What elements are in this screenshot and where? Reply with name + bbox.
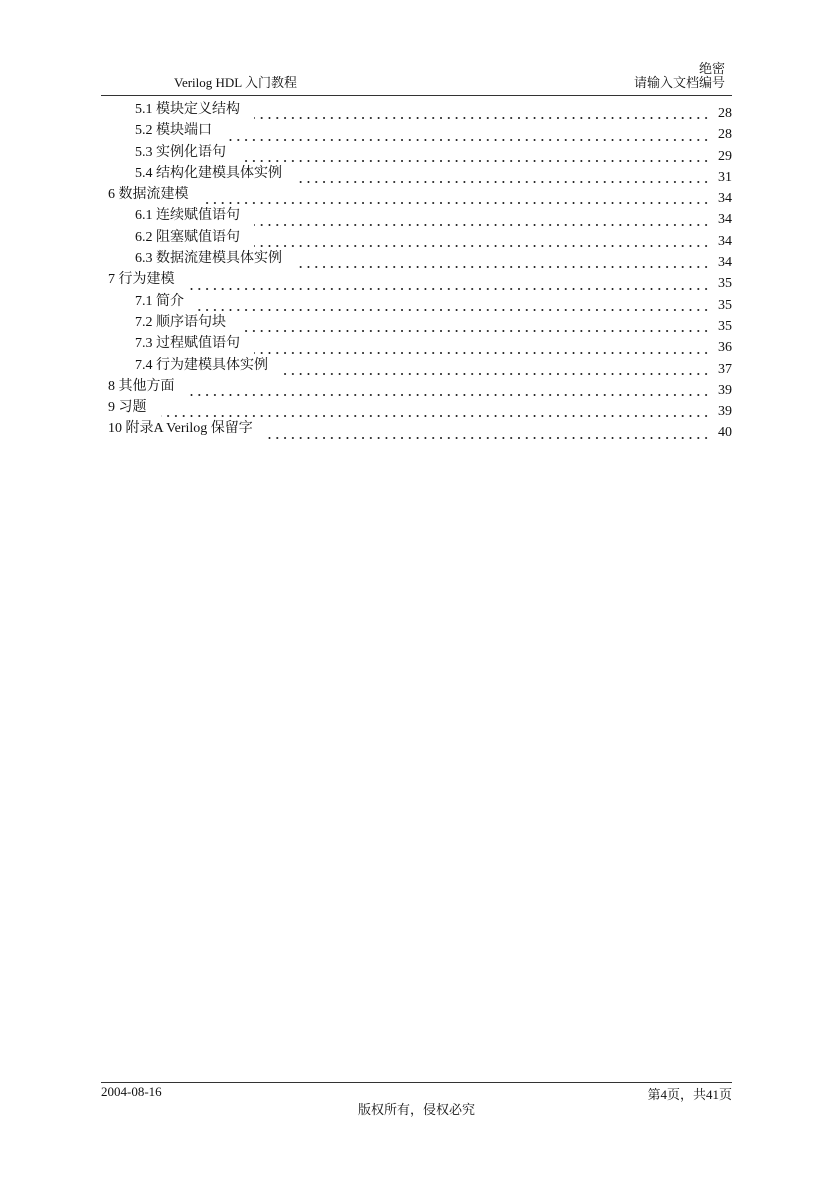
toc-entry-page-number: 34 xyxy=(718,191,732,207)
toc-entry[interactable] xyxy=(108,165,732,186)
toc-entry-label: 8 其他方面 xyxy=(108,378,175,394)
toc-entry-label: 7.4 行为建模具体实例 xyxy=(135,357,268,373)
toc-entry-label: 6 数据流建模 xyxy=(108,187,189,203)
toc-leader-dots xyxy=(226,138,710,142)
toc-leader-dots xyxy=(296,180,710,184)
toc-entry-page-number: 29 xyxy=(718,148,732,164)
toc-entry-label: 7.1 简介 xyxy=(135,293,184,309)
toc-leader-dots xyxy=(203,201,710,205)
header-classification: 绝密 xyxy=(698,61,725,76)
toc-entry-page-number: 28 xyxy=(718,127,732,143)
toc-entry-page-number: 36 xyxy=(718,340,732,356)
toc-entry-label: 7.2 顺序语句块 xyxy=(135,314,226,330)
toc-leader-dots xyxy=(282,372,710,376)
header-doc-number: 请输入文档编号 xyxy=(633,75,725,90)
toc-leader-dots xyxy=(254,244,710,248)
toc-leader-dots xyxy=(198,308,710,312)
toc-leader-dots xyxy=(161,414,710,418)
toc-entry-label: 5.2 模块端口 xyxy=(135,123,212,139)
toc-leader-dots xyxy=(267,436,710,440)
toc-entry[interactable] xyxy=(108,122,732,143)
toc-entry-page-number: 35 xyxy=(718,318,732,334)
toc-entry-label: 7 行为建模 xyxy=(108,272,175,288)
toc-entry-label: 6.1 连续赋值语句 xyxy=(135,208,240,224)
toc-entry[interactable] xyxy=(108,250,732,271)
table-of-contents xyxy=(108,101,732,442)
toc-entry[interactable] xyxy=(108,293,732,314)
toc-entry-label: 10 附录A Verilog 保留字 xyxy=(108,421,253,437)
toc-entry[interactable] xyxy=(108,335,732,356)
toc-entry-label: 5.1 模块定义结构 xyxy=(135,102,240,117)
toc-entry-label: 7.3 过程赋值语句 xyxy=(135,336,240,352)
toc-entry[interactable] xyxy=(108,314,732,335)
toc-entry-label: 5.4 结构化建模具体实例 xyxy=(135,165,282,181)
toc-entry[interactable] xyxy=(108,186,732,207)
toc-entry-page-number: 39 xyxy=(718,404,732,420)
toc-entry-page-number: 34 xyxy=(718,255,732,271)
toc-entry[interactable] xyxy=(108,378,732,399)
toc-leader-dots xyxy=(240,159,710,163)
footer-date: 2004-08-16 xyxy=(101,1084,162,1099)
toc-entry[interactable] xyxy=(108,229,732,250)
toc-entry-page-number: 34 xyxy=(718,212,732,228)
toc-leader-dots xyxy=(254,223,710,227)
toc-entry-page-number: 34 xyxy=(718,233,732,249)
toc-entry[interactable] xyxy=(108,271,732,292)
toc-entry[interactable] xyxy=(108,420,732,441)
toc-entry-label: 6.2 阻塞赋值语句 xyxy=(135,229,240,245)
header-doc-title: Verilog HDL 入门教程 xyxy=(174,75,298,90)
toc-leader-dots xyxy=(296,265,710,269)
footer-page-info: 第4页，共41页 xyxy=(647,1087,732,1102)
toc-entry-label: 9 习题 xyxy=(108,400,147,416)
toc-entry-page-number: 31 xyxy=(718,169,732,185)
toc-entry[interactable] xyxy=(108,101,732,122)
toc-entry-page-number: 35 xyxy=(718,297,732,313)
toc-leader-dots xyxy=(254,351,710,355)
footer-divider xyxy=(101,1082,732,1083)
toc-entry-label: 5.3 实例化语句 xyxy=(135,144,226,160)
toc-leader-dots xyxy=(189,393,710,397)
toc-entry-page-number: 40 xyxy=(718,425,732,441)
toc-entry[interactable] xyxy=(108,207,732,228)
toc-entry[interactable] xyxy=(108,357,732,378)
header-divider xyxy=(101,95,732,96)
toc-leader-dots xyxy=(254,116,710,120)
toc-entry[interactable] xyxy=(108,399,732,420)
toc-entry-page-number: 28 xyxy=(718,106,732,121)
toc-entry[interactable] xyxy=(108,144,732,165)
toc-leader-dots xyxy=(189,287,710,291)
toc-leader-dots xyxy=(240,329,710,333)
footer-copyright: 版权所有，侵权必究 xyxy=(357,1102,475,1117)
toc-entry-page-number: 39 xyxy=(718,382,732,398)
toc-entry-page-number: 35 xyxy=(718,276,732,292)
toc-entry-label: 6.3 数据流建模具体实例 xyxy=(135,251,282,267)
toc-entry-page-number: 37 xyxy=(718,361,732,377)
